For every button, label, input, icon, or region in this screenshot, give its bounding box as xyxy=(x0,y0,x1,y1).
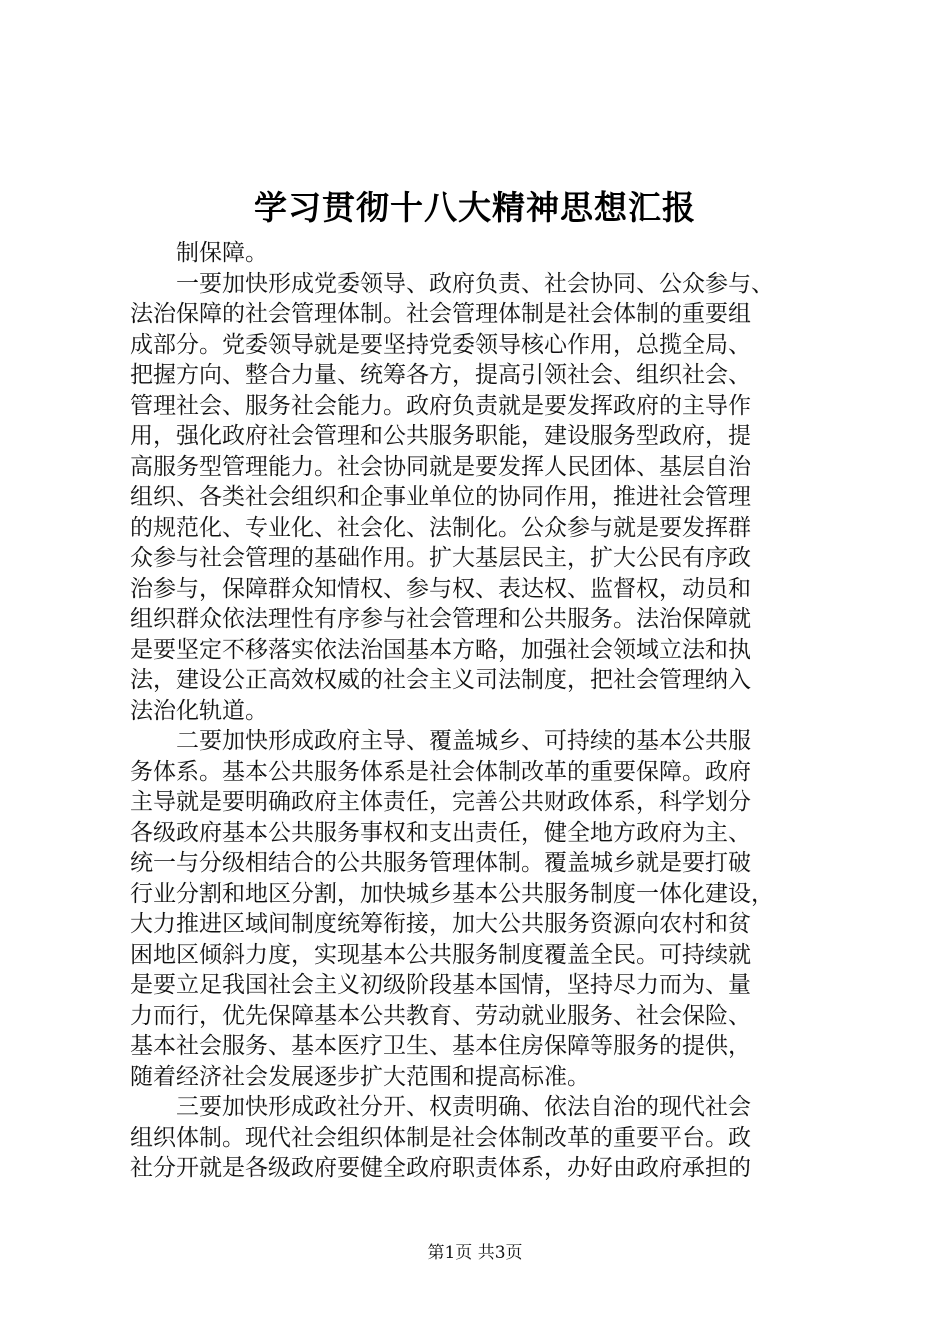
text-line: 三要加快形成政社分开、权责明确、依法自治的现代社会 xyxy=(176,1094,751,1120)
text-line: 组织、各类社会组织和企事业单位的协同作用，推进社会管理 xyxy=(130,484,751,510)
text-line: 社分开就是各级政府要健全政府职责体系，办好由政府承担的 xyxy=(130,1155,751,1181)
text-line: 治参与，保障群众知情权、参与权、表达权、监督权，动员和 xyxy=(130,575,751,602)
text-line: 基本社会服务、基本医疗卫生、基本住房保障等服务的提供， xyxy=(130,1033,751,1059)
text-line: 用，强化政府社会管理和公共服务职能，建设服务型政府，提 xyxy=(130,423,751,449)
page-number-footer: 第1页 共3页 xyxy=(427,1243,523,1263)
text-line: 成部分。党委领导就是要坚持党委领导核心作用，总揽全局、 xyxy=(130,331,751,358)
text-line: 随着经济社会发展逐步扩大范围和提高标准。 xyxy=(130,1063,590,1090)
text-line: 法治保障的社会管理体制。社会管理体制是社会体制的重要组 xyxy=(130,301,751,327)
text-line: 法，建设公正高效权威的社会主义司法制度，把社会管理纳入 xyxy=(130,667,751,693)
text-line: 大力推进区域间制度统筹衔接，加大公共服务资源向农村和贫 xyxy=(130,911,751,937)
text-line: 众参与社会管理的基础作用。扩大基层民主，扩大公民有序政 xyxy=(130,545,751,571)
text-line: 主导就是要明确政府主体责任，完善公共财政体系，科学划分 xyxy=(130,789,751,815)
text-line: 务体系。基本公共服务体系是社会体制改革的重要保障。政府 xyxy=(130,758,751,785)
text-line: 是要坚定不移落实依法治国基本方略，加强社会领域立法和执 xyxy=(130,636,751,663)
text-line: 一要加快形成党委领导、政府负责、社会协同、公众参与、 xyxy=(176,270,774,297)
text-line: 困地区倾斜力度，实现基本公共服务制度覆盖全民。可持续就 xyxy=(130,941,751,968)
text-line: 是要立足我国社会主义初级阶段基本国情，坚持尽力而为、量 xyxy=(130,972,751,998)
text-line: 组织群众依法理性有序参与社会管理和公共服务。法治保障就 xyxy=(130,606,751,632)
document-body xyxy=(130,238,830,1184)
text-line: 管理社会、服务社会能力。政府负责就是要发挥政府的主导作 xyxy=(130,392,751,419)
document-title: 学习贯彻十八大精神思想汇报 xyxy=(254,188,696,227)
text-line: 把握方向、整合力量、统筹各方，提高引领社会、组织社会、 xyxy=(130,362,751,388)
text-line: 法治化轨道。 xyxy=(130,697,268,724)
text-line: 行业分割和地区分割，加快城乡基本公共服务制度一体化建设， xyxy=(130,880,774,907)
text-line: 统一与分级相结合的公共服务管理体制。覆盖城乡就是要打破 xyxy=(130,850,751,876)
text-line: 制保障。 xyxy=(176,240,268,266)
text-line: 各级政府基本公共服务事权和支出责任，健全地方政府为主、 xyxy=(130,819,751,846)
text-line: 二要加快形成政府主导、覆盖城乡、可持续的基本公共服 xyxy=(176,728,751,754)
text-line: 力而行，优先保障基本公共教育、劳动就业服务、社会保险、 xyxy=(130,1002,751,1029)
text-line: 高服务型管理能力。社会协同就是要发挥人民团体、基层自治 xyxy=(130,453,751,480)
text-line: 组织体制。现代社会组织体制是社会体制改革的重要平台。政 xyxy=(130,1124,751,1151)
text-line: 的规范化、专业化、社会化、法制化。公众参与就是要发挥群 xyxy=(130,514,751,541)
